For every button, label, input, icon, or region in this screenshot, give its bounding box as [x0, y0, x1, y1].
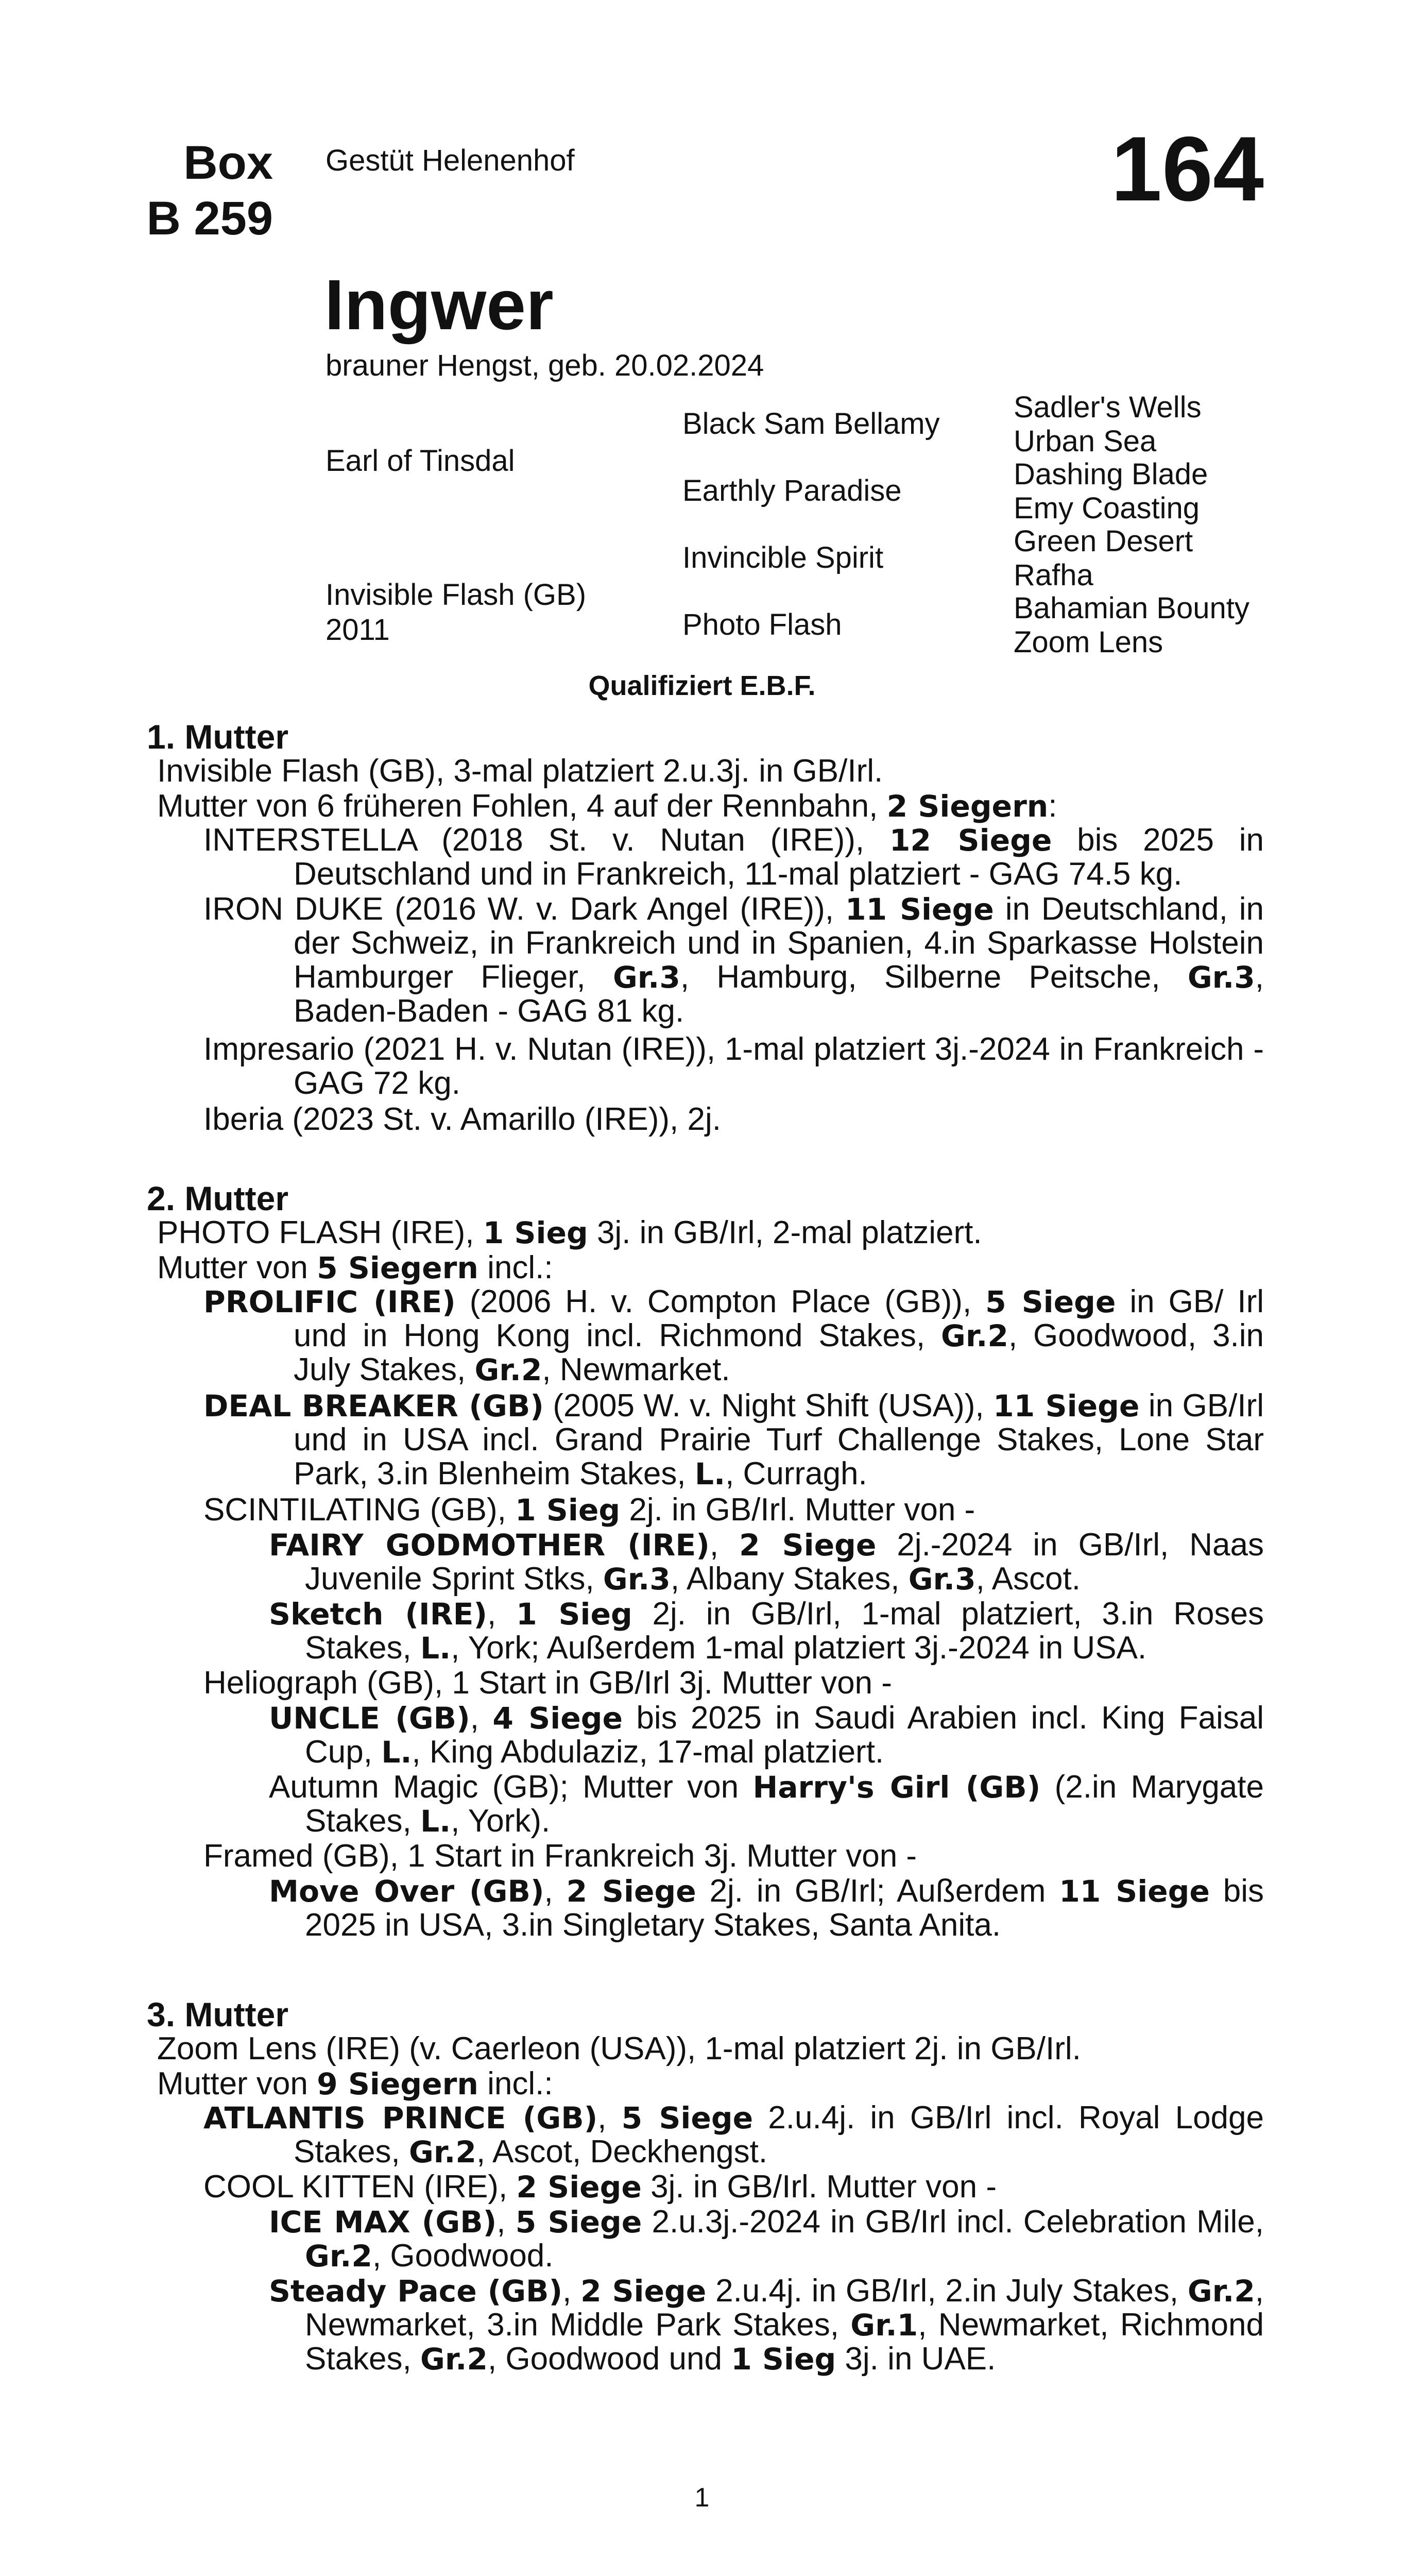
dam-2-grandfoal-autumn-magic: Autumn Magic (GB); Mutter von Harry's Girl (GB) (2.in Marygate Stakes, L., York). — [269, 1769, 1264, 1839]
dam-1-foal-iron-duke: IRON DUKE (2016 W. v. Dark Angel (IRE)), 11 Siege in Deutschland, in der Schweiz, in Frankreich und in Spanien, 4.in Sparkasse Holstein Hamburger Flieger, Gr.3, Hamburg, Silberne Peitsche, Gr.3, Baden-Baden - GAG 81 kg. — [203, 891, 1264, 1029]
horse-description: brauner Hengst, geb. 20.02.2024 — [326, 349, 764, 382]
section-heading-dam-1: 1. Mutter — [147, 718, 289, 756]
pedigree-dam: Invisible Flash (GB) — [326, 578, 587, 612]
dam-3-foal-cool-kitten: COOL KITTEN (IRE), 2 Siege 3j. in GB/Irl. Mutter von - — [203, 2169, 997, 2205]
dam-1-foal-interstella: INTERSTELLA (2018 St. v. Nutan (IRE)), 12 Siege bis 2025 in Deutschland und in Frankreich, 11-mal platziert - GAG 74.5 kg. — [203, 822, 1264, 892]
dam-3-produce: Mutter von 9 Siegern incl.: — [157, 2066, 553, 2102]
pedigree-ggp-7: Bahamian Bounty — [1014, 591, 1249, 625]
dam-2-record: PHOTO FLASH (IRE), 1 Sieg 3j. in GB/Irl, 2-mal platziert. — [157, 1215, 982, 1250]
dam-2-foal-prolific: PROLIFIC (IRE) (2006 H. v. Compton Place (GB)), 5 Siege in GB/ Irl und in Hong Kong incl. Richmond Stakes, Gr.2, Goodwood, 3.in July Stakes, Gr.2, Newmarket. — [203, 1284, 1264, 1387]
pedigree-sire-sire: Black Sam Bellamy — [682, 407, 940, 440]
dam-3-foal-atlantis-prince: ATLANTIS PRINCE (GB), 5 Siege 2.u.4j. in GB/Irl incl. Royal Lodge Stakes, Gr.2, Ascot, Deckhengst. — [203, 2100, 1264, 2170]
pedigree-sire-dam: Earthly Paradise — [682, 474, 902, 507]
qualification: Qualifiziert E.B.F. — [588, 670, 816, 701]
pedigree-sire: Earl of Tinsdal — [326, 444, 515, 478]
pedigree-ggp-6: Rafha — [1014, 558, 1093, 592]
dam-3-record: Zoom Lens (IRE) (v. Caerleon (USA)), 1-mal platziert 2j. in GB/Irl. — [157, 2031, 1081, 2066]
pedigree-ggp-8: Zoom Lens — [1014, 625, 1163, 659]
dam-2-foal-deal-breaker: DEAL BREAKER (GB) (2005 W. v. Night Shift (USA)), 11 Siege in GB/Irl und in USA incl. Grand Prairie Turf Challenge Stakes, Lone Star Park, 3.in Blenheim Stakes, L., Curragh. — [203, 1388, 1264, 1492]
pedigree-dam-dam: Photo Flash — [682, 608, 842, 641]
lot-number: 164 — [1111, 117, 1264, 220]
dam-3-grandfoal-ice-max: ICE MAX (GB), 5 Siege 2.u.3j.-2024 in GB/Irl incl. Celebration Mile, Gr.2, Goodwood. — [269, 2204, 1264, 2274]
dam-1-foal-iberia: Iberia (2023 St. v. Amarillo (IRE)), 2j. — [203, 1101, 721, 1137]
dam-2-foal-scintilating: SCINTILATING (GB), 1 Sieg 2j. in GB/Irl. Mutter von - — [203, 1492, 975, 1528]
dam-2-grandfoal-move-over: Move Over (GB), 2 Siege 2j. in GB/Irl; Außerdem 11 Siege bis 2025 in USA, 3.in Singletary Stakes, Santa Anita. — [269, 1873, 1264, 1943]
dam-2-foal-heliograph: Heliograph (GB), 1 Start in GB/Irl 3j. Mutter von - — [203, 1665, 892, 1701]
box-number: B 259 — [146, 192, 273, 245]
section-heading-dam-3: 3. Mutter — [147, 1995, 289, 2033]
dam-2-produce: Mutter von 5 Siegern incl.: — [157, 1250, 553, 1285]
dam-2-grandfoal-sketch: Sketch (IRE), 1 Sieg 2j. in GB/Irl, 1-mal platziert, 3.in Roses Stakes, L., York; Außerdem 1-mal platziert 3j.-2024 in USA. — [269, 1596, 1264, 1666]
pedigree-ggp-4: Emy Coasting — [1014, 492, 1200, 525]
pedigree-ggp-3: Dashing Blade — [1014, 457, 1208, 491]
dam-1-foal-impresario: Impresario (2021 H. v. Nutan (IRE)), 1-mal platziert 3j.-2024 in Frankreich - GAG 72 kg. — [203, 1031, 1264, 1101]
pedigree-dam-sire: Invincible Spirit — [682, 541, 884, 574]
section-heading-dam-2: 2. Mutter — [147, 1179, 289, 1217]
page-number: 1 — [694, 2483, 710, 2513]
breeder-name: Gestüt Helenenhof — [326, 144, 575, 177]
box-label — [124, 135, 273, 246]
dam-3-grandfoal-steady-pace: Steady Pace (GB), 2 Siege 2.u.4j. in GB/Irl, 2.in July Stakes, Gr.2, Newmarket, 3.in Middle Park Stakes, Gr.1, Newmarket, Richmond Stakes, Gr.2, Goodwood und 1 Sieg 3j. in UAE. — [269, 2273, 1264, 2377]
box-label-text: Box — [183, 137, 273, 189]
horse-name: Ingwer — [324, 265, 554, 345]
dam-2-grandfoal-uncle: UNCLE (GB), 4 Siege bis 2025 in Saudi Arabien incl. King Faisal Cup, L., King Abdulaziz, 17-mal platziert. — [269, 1700, 1264, 1770]
pedigree-dam-year: 2011 — [326, 613, 390, 647]
pedigree-ggp-2: Urban Sea — [1014, 425, 1157, 458]
pedigree-ggp-5: Green Desert — [1014, 524, 1193, 558]
dam-1-record: Invisible Flash (GB), 3-mal platziert 2.u.3j. in GB/Irl. — [157, 753, 883, 789]
dam-2-grandfoal-fairy-godmother: FAIRY GODMOTHER (IRE), 2 Siege 2j.-2024 in GB/Irl, Naas Juvenile Sprint Stks, Gr.3, Albany Stakes, Gr.3, Ascot. — [269, 1527, 1264, 1597]
pedigree-ggp-1: Sadler's Wells — [1014, 391, 1202, 424]
dam-1-produce: Mutter von 6 früheren Fohlen, 4 auf der Rennbahn, 2 Siegern: — [157, 788, 1057, 824]
dam-2-foal-framed: Framed (GB), 1 Start in Frankreich 3j. Mutter von - — [203, 1838, 917, 1874]
